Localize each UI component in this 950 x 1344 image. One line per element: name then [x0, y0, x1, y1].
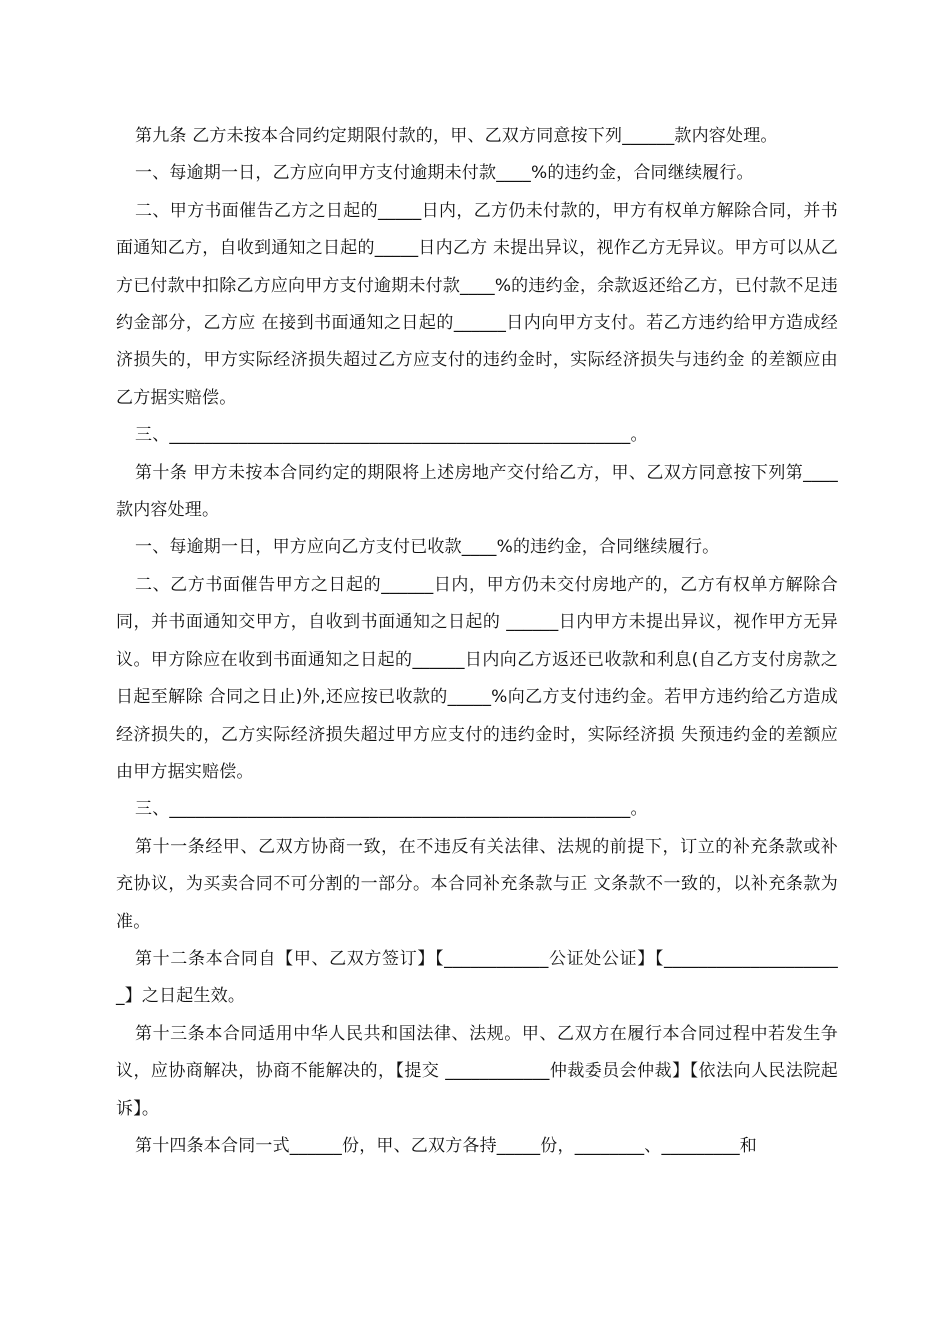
article-14: 第十四条本合同一式______份，甲、乙双方各持_____份，________、_________和	[135, 1135, 757, 1156]
article-13: 第十三条本合同适用中华人民共和国法律、法规。甲、乙双方在履行本合同过程中若发生争议，应协商解决，协商不能解决的，【提交 ____________仲裁委员会仲裁】【依法向人民法院起诉】。	[116, 1023, 838, 1119]
article-9-clause-2: 二、甲方书面催告乙方之日起的_____日内，乙方仍未付款的，甲方有权单方解除合同，并书面通知乙方，自收到通知之日起的_____日内乙方 未提出异议，视作乙方无异议。甲方可以从乙方已付款中扣除乙方应向甲方支付逾期未付款____%的违约金，余款返还给乙方，已付款不足违约金部分，乙方应 在接到书面通知之日起的______日内向甲方支付。若乙方违约给甲方造成经济损失的，甲方实际经济损失超过乙方应支付的违约金时，实际经济损失与违约金 的差额应由乙方据实赔偿。	[116, 200, 838, 408]
article-10-clause-3: 三、_____________________________________________________。	[135, 799, 648, 820]
article-10-clause-1: 一、每逾期一日，甲方应向乙方支付已收款____%的违约金，合同继续履行。	[135, 537, 720, 558]
article-10-intro: 第十条 甲方未按本合同约定的期限将上述房地产交付给乙方，甲、乙双方同意按下列第____款内容处理。	[116, 462, 838, 521]
contract-page	[116, 118, 838, 1165]
article-12: 第十二条本合同自【甲、乙双方签订】【____________公证处公证】【_____________________】之日起生效。	[116, 948, 838, 1007]
article-9-clause-1: 一、每逾期一日，乙方应向甲方支付逾期未付款____%的违约金，合同继续履行。	[135, 163, 754, 184]
article-10-clause-2: 二、乙方书面催告甲方之日起的______日内，甲方仍未交付房地产的，乙方有权单方解除合同，并书面通知交甲方，自收到书面通知之日起的 ______日内甲方未提出异议，视作甲方无异议。甲方除应在收到书面通知之日起的______日内向乙方返还已收款和利息(自乙方支付房款之日起至解除 合同之日止)外,还应按已收款的_____%向乙方支付违约金。若甲方违约给乙方造成经济损失的，乙方实际经济损失超过甲方应支付的违约金时，实际经济损 失预违约金的差额应由甲方据实赔偿。	[116, 574, 838, 782]
article-11: 第十一条经甲、乙双方协商一致，在不违反有关法律、法规的前提下，订立的补充条款或补充协议，为买卖合同不可分割的一部分。本合同补充条款与正 文条款不一致的，以补充条款为准。	[116, 836, 838, 932]
article-9-clause-3: 三、_____________________________________________________。	[135, 425, 648, 446]
article-9-intro: 第九条 乙方未按本合同约定期限付款的，甲、乙双方同意按下列______款内容处理。	[135, 126, 778, 146]
